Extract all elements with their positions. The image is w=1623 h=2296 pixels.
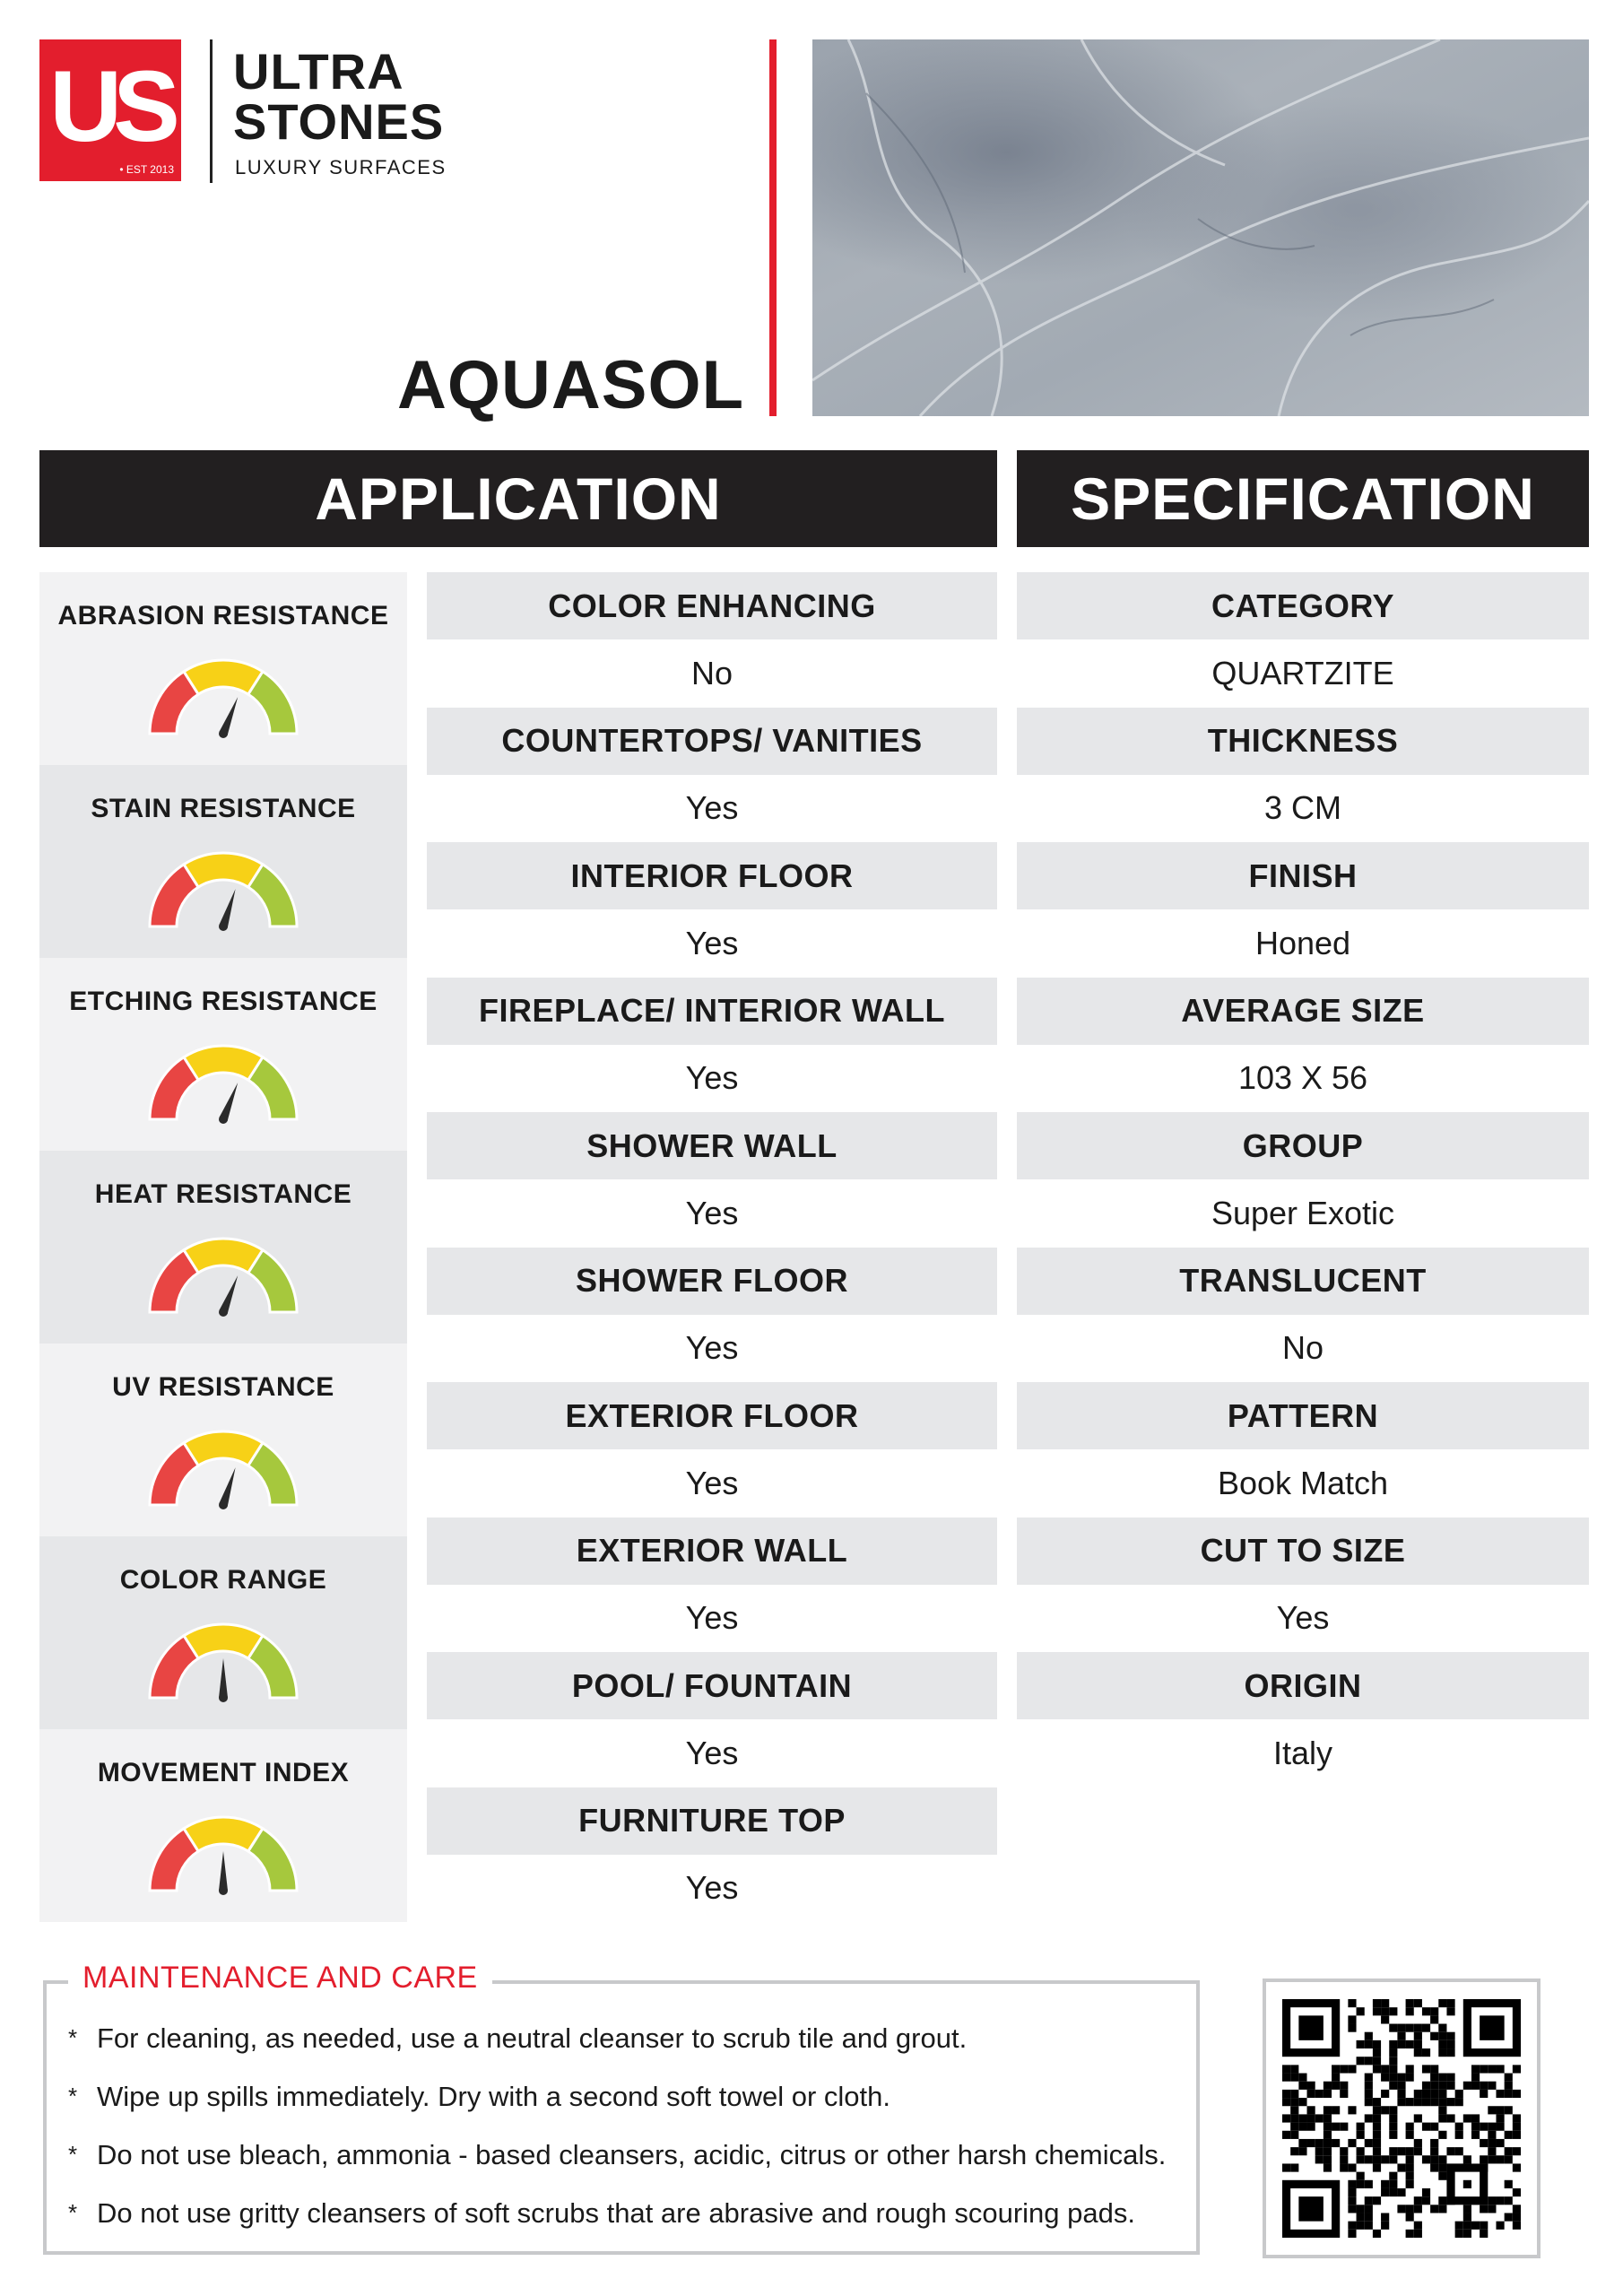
specification-header: SPECIFICATION bbox=[1017, 450, 1589, 547]
application-value: Yes bbox=[427, 1719, 997, 1787]
logo-established: • EST 2013 bbox=[119, 163, 174, 176]
maintenance-text: For cleaning, as needed, use a neutral cleanser to scrub tile and grout. bbox=[97, 2022, 968, 2054]
application-value: Yes bbox=[427, 775, 997, 843]
specification-label: AVERAGE SIZE bbox=[1017, 978, 1589, 1045]
gauge-icon bbox=[147, 1231, 299, 1321]
application-value: No bbox=[427, 639, 997, 708]
specification-label: CATEGORY bbox=[1017, 572, 1589, 639]
application-label: INTERIOR FLOOR bbox=[427, 842, 997, 909]
rating-row bbox=[39, 1536, 407, 1729]
rating-label: COLOR RANGE bbox=[119, 1565, 327, 1595]
gauge-needle bbox=[219, 1658, 228, 1698]
rating-label: HEAT RESISTANCE bbox=[94, 1179, 352, 1209]
application-label: FURNITURE TOP bbox=[427, 1787, 997, 1855]
rating-row bbox=[39, 572, 407, 765]
application-label: POOL/ FOUNTAIN bbox=[427, 1652, 997, 1719]
asterisk-icon: * bbox=[68, 2083, 78, 2109]
gauge-icon bbox=[147, 1424, 299, 1514]
product-title: AQUASOL bbox=[397, 347, 744, 423]
rating-row bbox=[39, 765, 407, 958]
asterisk-icon: * bbox=[68, 2141, 78, 2168]
gauge-icon bbox=[147, 1617, 299, 1707]
gauge-needle bbox=[219, 1851, 228, 1891]
application-value: Yes bbox=[427, 909, 997, 978]
application-label: FIREPLACE/ INTERIOR WALL bbox=[427, 978, 997, 1045]
gauge-icon bbox=[147, 1810, 299, 1900]
maintenance-item bbox=[68, 2067, 1189, 2126]
application-label: COUNTERTOPS/ VANITIES bbox=[427, 708, 997, 775]
specification-label: CUT TO SIZE bbox=[1017, 1518, 1589, 1585]
gauge-icon bbox=[147, 846, 299, 935]
accent-bar bbox=[769, 39, 777, 416]
asterisk-icon: * bbox=[68, 2199, 78, 2226]
specification-value: Italy bbox=[1017, 1719, 1589, 1787]
logo-letters: US bbox=[49, 50, 171, 162]
maintenance-item bbox=[68, 2126, 1189, 2184]
asterisk-icon: * bbox=[68, 2024, 78, 2051]
specification-value: 3 CM bbox=[1017, 775, 1589, 843]
specification-label: ORIGIN bbox=[1017, 1652, 1589, 1719]
application-header: APPLICATION bbox=[39, 450, 997, 547]
specification-table bbox=[1017, 572, 1589, 1787]
specification-label: PATTERN bbox=[1017, 1382, 1589, 1449]
application-label: SHOWER WALL bbox=[427, 1112, 997, 1179]
rating-label: ETCHING RESISTANCE bbox=[69, 987, 378, 1016]
application-value: Yes bbox=[427, 1449, 997, 1518]
brand-logo bbox=[39, 39, 181, 181]
rating-label: UV RESISTANCE bbox=[112, 1372, 334, 1402]
application-label: COLOR ENHANCING bbox=[427, 572, 997, 639]
maintenance-list bbox=[68, 2009, 1189, 2242]
application-value: Yes bbox=[427, 1855, 997, 1923]
brand-tagline: LUXURY SURFACES bbox=[235, 156, 447, 178]
application-value: Yes bbox=[427, 1585, 997, 1653]
stone-sample-image bbox=[812, 39, 1589, 416]
rating-row bbox=[39, 1729, 407, 1922]
maintenance-item bbox=[68, 2009, 1189, 2067]
rating-row bbox=[39, 1151, 407, 1344]
gauge-icon bbox=[147, 653, 299, 743]
qr-code-image bbox=[1282, 1999, 1521, 2238]
specification-label: TRANSLUCENT bbox=[1017, 1248, 1589, 1315]
application-value: Yes bbox=[427, 1045, 997, 1113]
rating-label: ABRASION RESISTANCE bbox=[57, 601, 389, 631]
application-label: EXTERIOR WALL bbox=[427, 1518, 997, 1585]
application-label: SHOWER FLOOR bbox=[427, 1248, 997, 1315]
rating-row bbox=[39, 1344, 407, 1536]
specification-label: GROUP bbox=[1017, 1112, 1589, 1179]
specification-value: Honed bbox=[1017, 909, 1589, 978]
specification-value: 103 X 56 bbox=[1017, 1045, 1589, 1113]
specification-value: Super Exotic bbox=[1017, 1179, 1589, 1248]
specification-value: No bbox=[1017, 1315, 1589, 1383]
brand-name-line2: STONES bbox=[233, 93, 445, 150]
maintenance-text: Wipe up spills immediately. Dry with a second soft towel or cloth. bbox=[97, 2080, 890, 2112]
gauge-needle bbox=[219, 1467, 235, 1506]
maintenance-item bbox=[68, 2184, 1189, 2242]
maintenance-text: Do not use bleach, ammonia - based cleansers, acidic, citrus or other harsh chemicals. bbox=[97, 2138, 1167, 2170]
ratings-column bbox=[39, 572, 407, 1922]
specification-label: FINISH bbox=[1017, 842, 1589, 909]
application-value: Yes bbox=[427, 1179, 997, 1248]
rating-label: MOVEMENT INDEX bbox=[97, 1758, 350, 1787]
specification-value: Yes bbox=[1017, 1585, 1589, 1653]
logo-divider bbox=[210, 39, 213, 183]
qr-code[interactable] bbox=[1263, 1979, 1541, 2258]
rating-row bbox=[39, 958, 407, 1151]
brand-name-line1: ULTRA bbox=[233, 43, 404, 100]
maintenance-title: MAINTENANCE AND CARE bbox=[68, 1961, 492, 1996]
maintenance-text: Do not use gritty cleansers of soft scrubs that are abrasive and rough scouring pads. bbox=[97, 2196, 1135, 2229]
gauge-icon bbox=[147, 1039, 299, 1128]
specification-value: Book Match bbox=[1017, 1449, 1589, 1518]
gauge-needle bbox=[219, 889, 235, 927]
specification-value: QUARTZITE bbox=[1017, 639, 1589, 708]
specification-label: THICKNESS bbox=[1017, 708, 1589, 775]
application-table bbox=[427, 572, 997, 1922]
rating-label: STAIN RESISTANCE bbox=[91, 794, 356, 823]
application-label: EXTERIOR FLOOR bbox=[427, 1382, 997, 1449]
application-value: Yes bbox=[427, 1315, 997, 1383]
